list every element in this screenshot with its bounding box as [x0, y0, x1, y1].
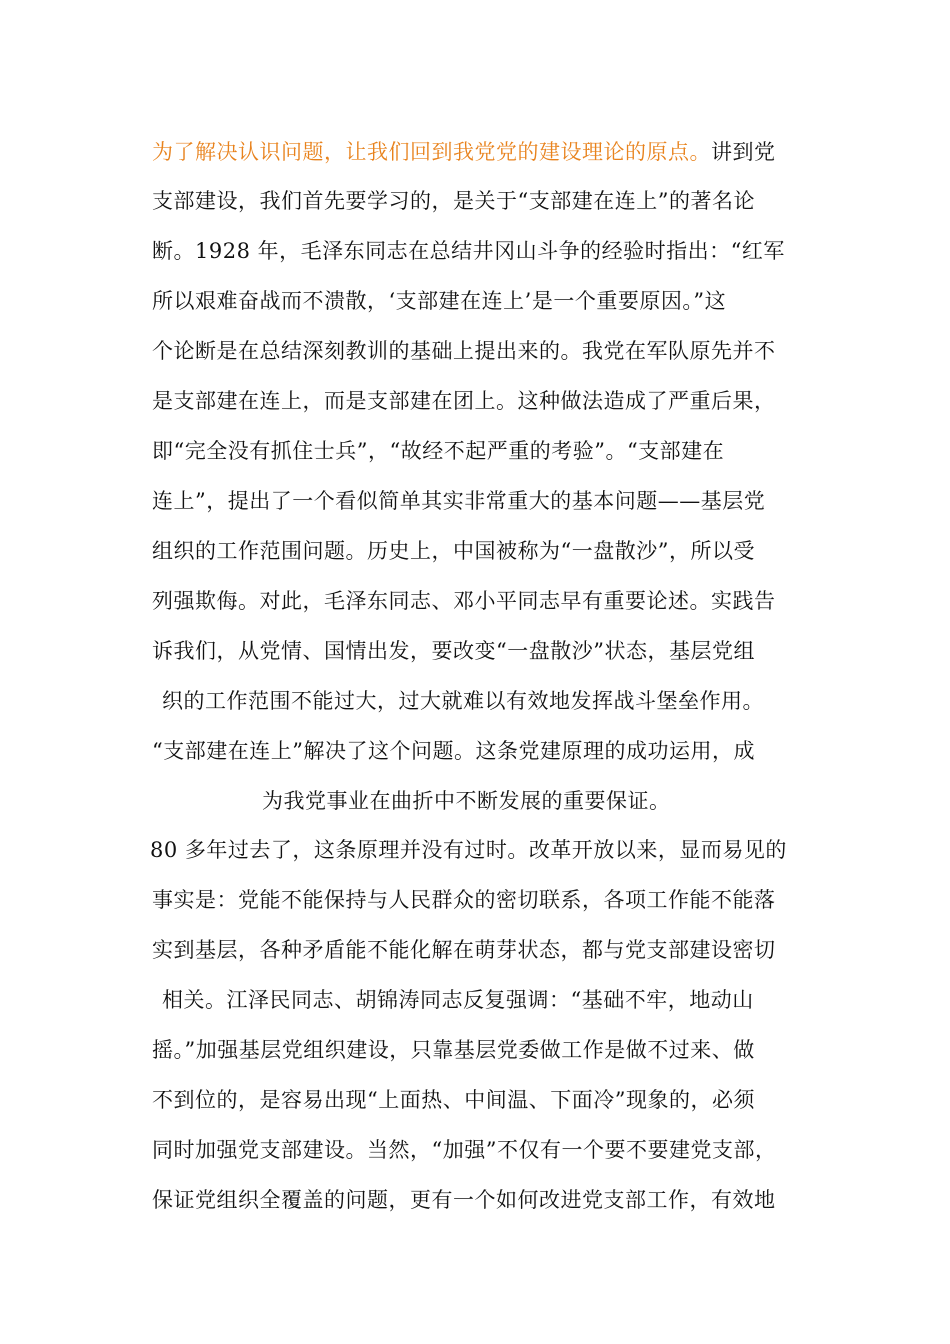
text-line-4: 所以艰难奋战而不溃散，‘支部建在连上’是一个重要原因。”这 — [152, 289, 727, 313]
text-line-11: 诉我们，从党情、国情出发，要改变“一盘散沙”状态，基层党组 — [152, 639, 755, 663]
highlighted-text: 为了解决认识问题，让我们回到我党党的建设理论的原点。 — [152, 140, 711, 164]
text-line-2: 支部建设，我们首先要学习的，是关于“支部建在连上”的著名论 — [152, 189, 755, 213]
text-line-16: 事实是：党能不能保持与人民群众的密切联系，各项工作能不能落 — [152, 888, 776, 912]
text-line-19: 摇。”加强基层党组织建设，只靠基层党委做工作是做不过来、做 — [152, 1038, 755, 1062]
text-line-15: 80 多年过去了，这条原理并没有过时。改革开放以来，显而易见的 — [150, 838, 787, 862]
text-line-21: 同时加强党支部建设。当然，“加强”不仅有一个要不要建党支部， — [152, 1138, 777, 1162]
text-line-20: 不到位的，是容易出现“上面热、中间温、下面冷”现象的，必须 — [152, 1088, 755, 1112]
text-line-8: 连上”，提出了一个看似简单其实非常重大的基本问题——基层党 — [152, 489, 766, 513]
text-line-6: 是支部建在连上，而是支部建在团上。这种做法造成了严重后果， — [152, 389, 776, 413]
text-line-17: 实到基层，各种矛盾能不能化解在萌芽状态，都与党支部建设密切 — [152, 938, 776, 962]
line-text: 讲到党 — [711, 140, 776, 164]
text-line-9: 组织的工作范围问题。历史上，中国被称为“一盘散沙”，所以受 — [152, 539, 755, 563]
text-line-13: “支部建在连上”解决了这个问题。这条党建原理的成功运用，成 — [152, 739, 755, 763]
text-line-5: 个论断是在总结深刻教训的基础上提出来的。我党在军队原先并不 — [152, 339, 776, 363]
text-line-7: 即“完全没有抓住士兵”，“故经不起严重的考验”。“支部建在 — [152, 439, 725, 463]
text-line-14: 为我党事业在曲折中不断发展的重要保证。 — [262, 789, 671, 813]
text-line-12: 织的工作范围不能过大，过大就难以有效地发挥战斗堡垒作用。 — [162, 689, 764, 713]
text-line-10: 列强欺侮。对此，毛泽东同志、邓小平同志早有重要论述。实践告 — [152, 589, 776, 613]
text-line-18: 相关。江泽民同志、胡锦涛同志反复强调：“基础不牢，地动山 — [162, 988, 754, 1012]
text-line-3: 断。1928 年，毛泽东同志在总结井冈山斗争的经验时指出：“红军 — [152, 239, 785, 263]
text-line-22: 保证党组织全覆盖的问题，更有一个如何改进党支部工作，有效地 — [152, 1188, 776, 1212]
text-line-1 — [152, 137, 776, 167]
